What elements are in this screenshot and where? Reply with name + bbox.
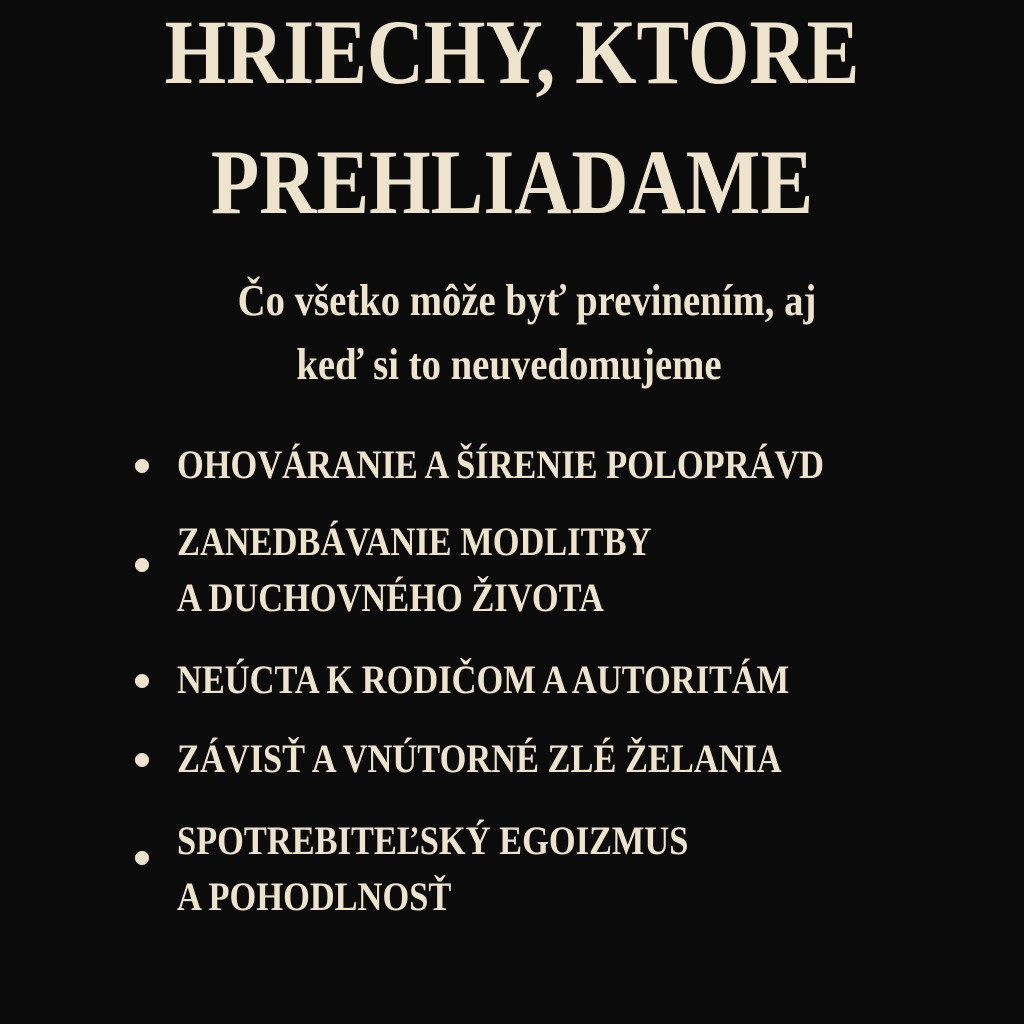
list-item-line: A DUCHOVNÉHO ŽIVOTA: [177, 575, 604, 620]
list-item-line: NEÚCTA K RODIČOM A AUTORITÁM: [177, 657, 790, 702]
poster-title-line-2: PREHLIADAME: [210, 131, 814, 233]
poster-subtitle-line-1: Čo všetko môže byť previnením, aj: [237, 276, 817, 325]
poster-title-line-1: HRIECHY, KTORE: [164, 1, 860, 103]
bullet-icon: [135, 753, 149, 767]
list-item-text: [177, 813, 882, 925]
poster-subtitle-line-2: keď si to neuvedomujeme: [296, 340, 722, 389]
list-item-text: [177, 652, 882, 708]
bullet-icon: [135, 851, 149, 865]
bullet-icon: [135, 674, 149, 688]
list-item-line: OHOVÁRANIE A ŠÍRENIE POLOPRÁVD: [177, 442, 825, 487]
list-item-text: [177, 514, 882, 626]
bullet-icon: [135, 459, 149, 473]
bullet-icon: [135, 558, 149, 572]
list-item-line: ZANEDBÁVANIE MODLITBY: [177, 519, 652, 564]
list-item-line: SPOTREBITEĽSKÝ EGOIZMUS: [177, 818, 689, 863]
list-item-text: [177, 437, 882, 493]
list-item-text: [177, 731, 882, 787]
list-item-line: A POHODLNOSŤ: [177, 874, 452, 919]
list-item-line: ZÁVISŤ A VNÚTORNÉ ZLÉ ŽELANIA: [177, 736, 782, 781]
